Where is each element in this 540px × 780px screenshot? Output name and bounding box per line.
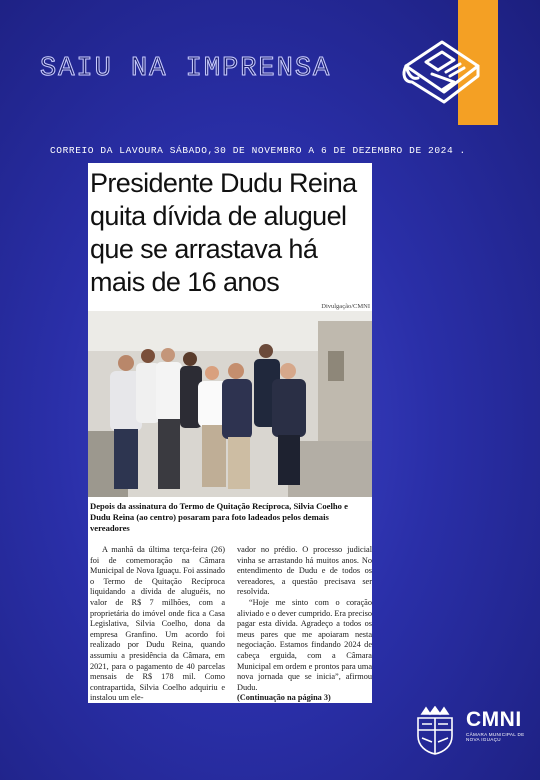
newspaper-clipping — [88, 163, 372, 703]
continuation-note: (Continuação na página 3) — [237, 693, 331, 703]
article-quote-paragraph: “Hoje me sinto com o coração aliviado e o dever cumprido. Era preciso pagar esta dívida. Agradeço a todos os meus pares que me apoiaram nesta negociação. Estamos findando 2024 de cabeça erguida, com a Câmara Municipal em ordem e prontos para uma nova jornada que se inicia”, afirmou Dudu. — [237, 597, 372, 692]
dateline: CORREIO DA LAVOURA SÁBADO,30 DE NOVEMBRO A 6 DE DEZEMBRO DE 2024 . — [50, 145, 466, 156]
newspaper-icon — [398, 36, 484, 106]
cmni-logo-text: CMNI — [466, 708, 522, 731]
article-photo — [88, 311, 372, 497]
article-column-2 — [237, 545, 372, 703]
page-title: SAIU NA IMPRENSA — [40, 54, 332, 84]
article-headline: Presidente Dudu Reina quita dívida de aluguel que se arrastava há mais de 16 anos — [90, 168, 357, 297]
cmni-logo-subtitle: CÂMARA MUNICIPAL DE NOVA IGUAÇU — [466, 732, 525, 743]
photo-caption: Depois da assinatura do Termo de Quitação Recíproca, Silvia Coelho e Dudu Reina (ao centro) posaram para foto ladeados pelos demais vereadores — [90, 501, 348, 534]
article-paragraph: vador no prédio. O processo judicial vinha se arrastando há muitos anos. No entendimento de Dudu e de todos os vereadores, a questão precisava ser resolvida. — [237, 545, 372, 597]
municipal-seal-icon — [412, 706, 458, 756]
cmni-logo — [466, 708, 526, 743]
photo-credit: Divulgação/CMNI — [321, 303, 370, 310]
article-column-1: A manhã da última terça-feira (26) foi de comemoração na Câmara Municipal de Nova Iguaçu. Foi assinado o Termo de Quitação Recíproca liquidando a dívida de aluguéis, no valor de R$ 7 milhões, com a proprietária do imóvel onde fica a Casa Legislativa, Silvia Coelho, dona da empresa Granfino. Um acordo foi realizado por Dudu Reina, quando assumiu a presidência da Câmara, em 2021, para o pagamento de 40 parcelas mensais de R$ 178 mil. Como contrapartida, Silvia Coelho adquiriu e instalou um ele- — [90, 545, 225, 703]
